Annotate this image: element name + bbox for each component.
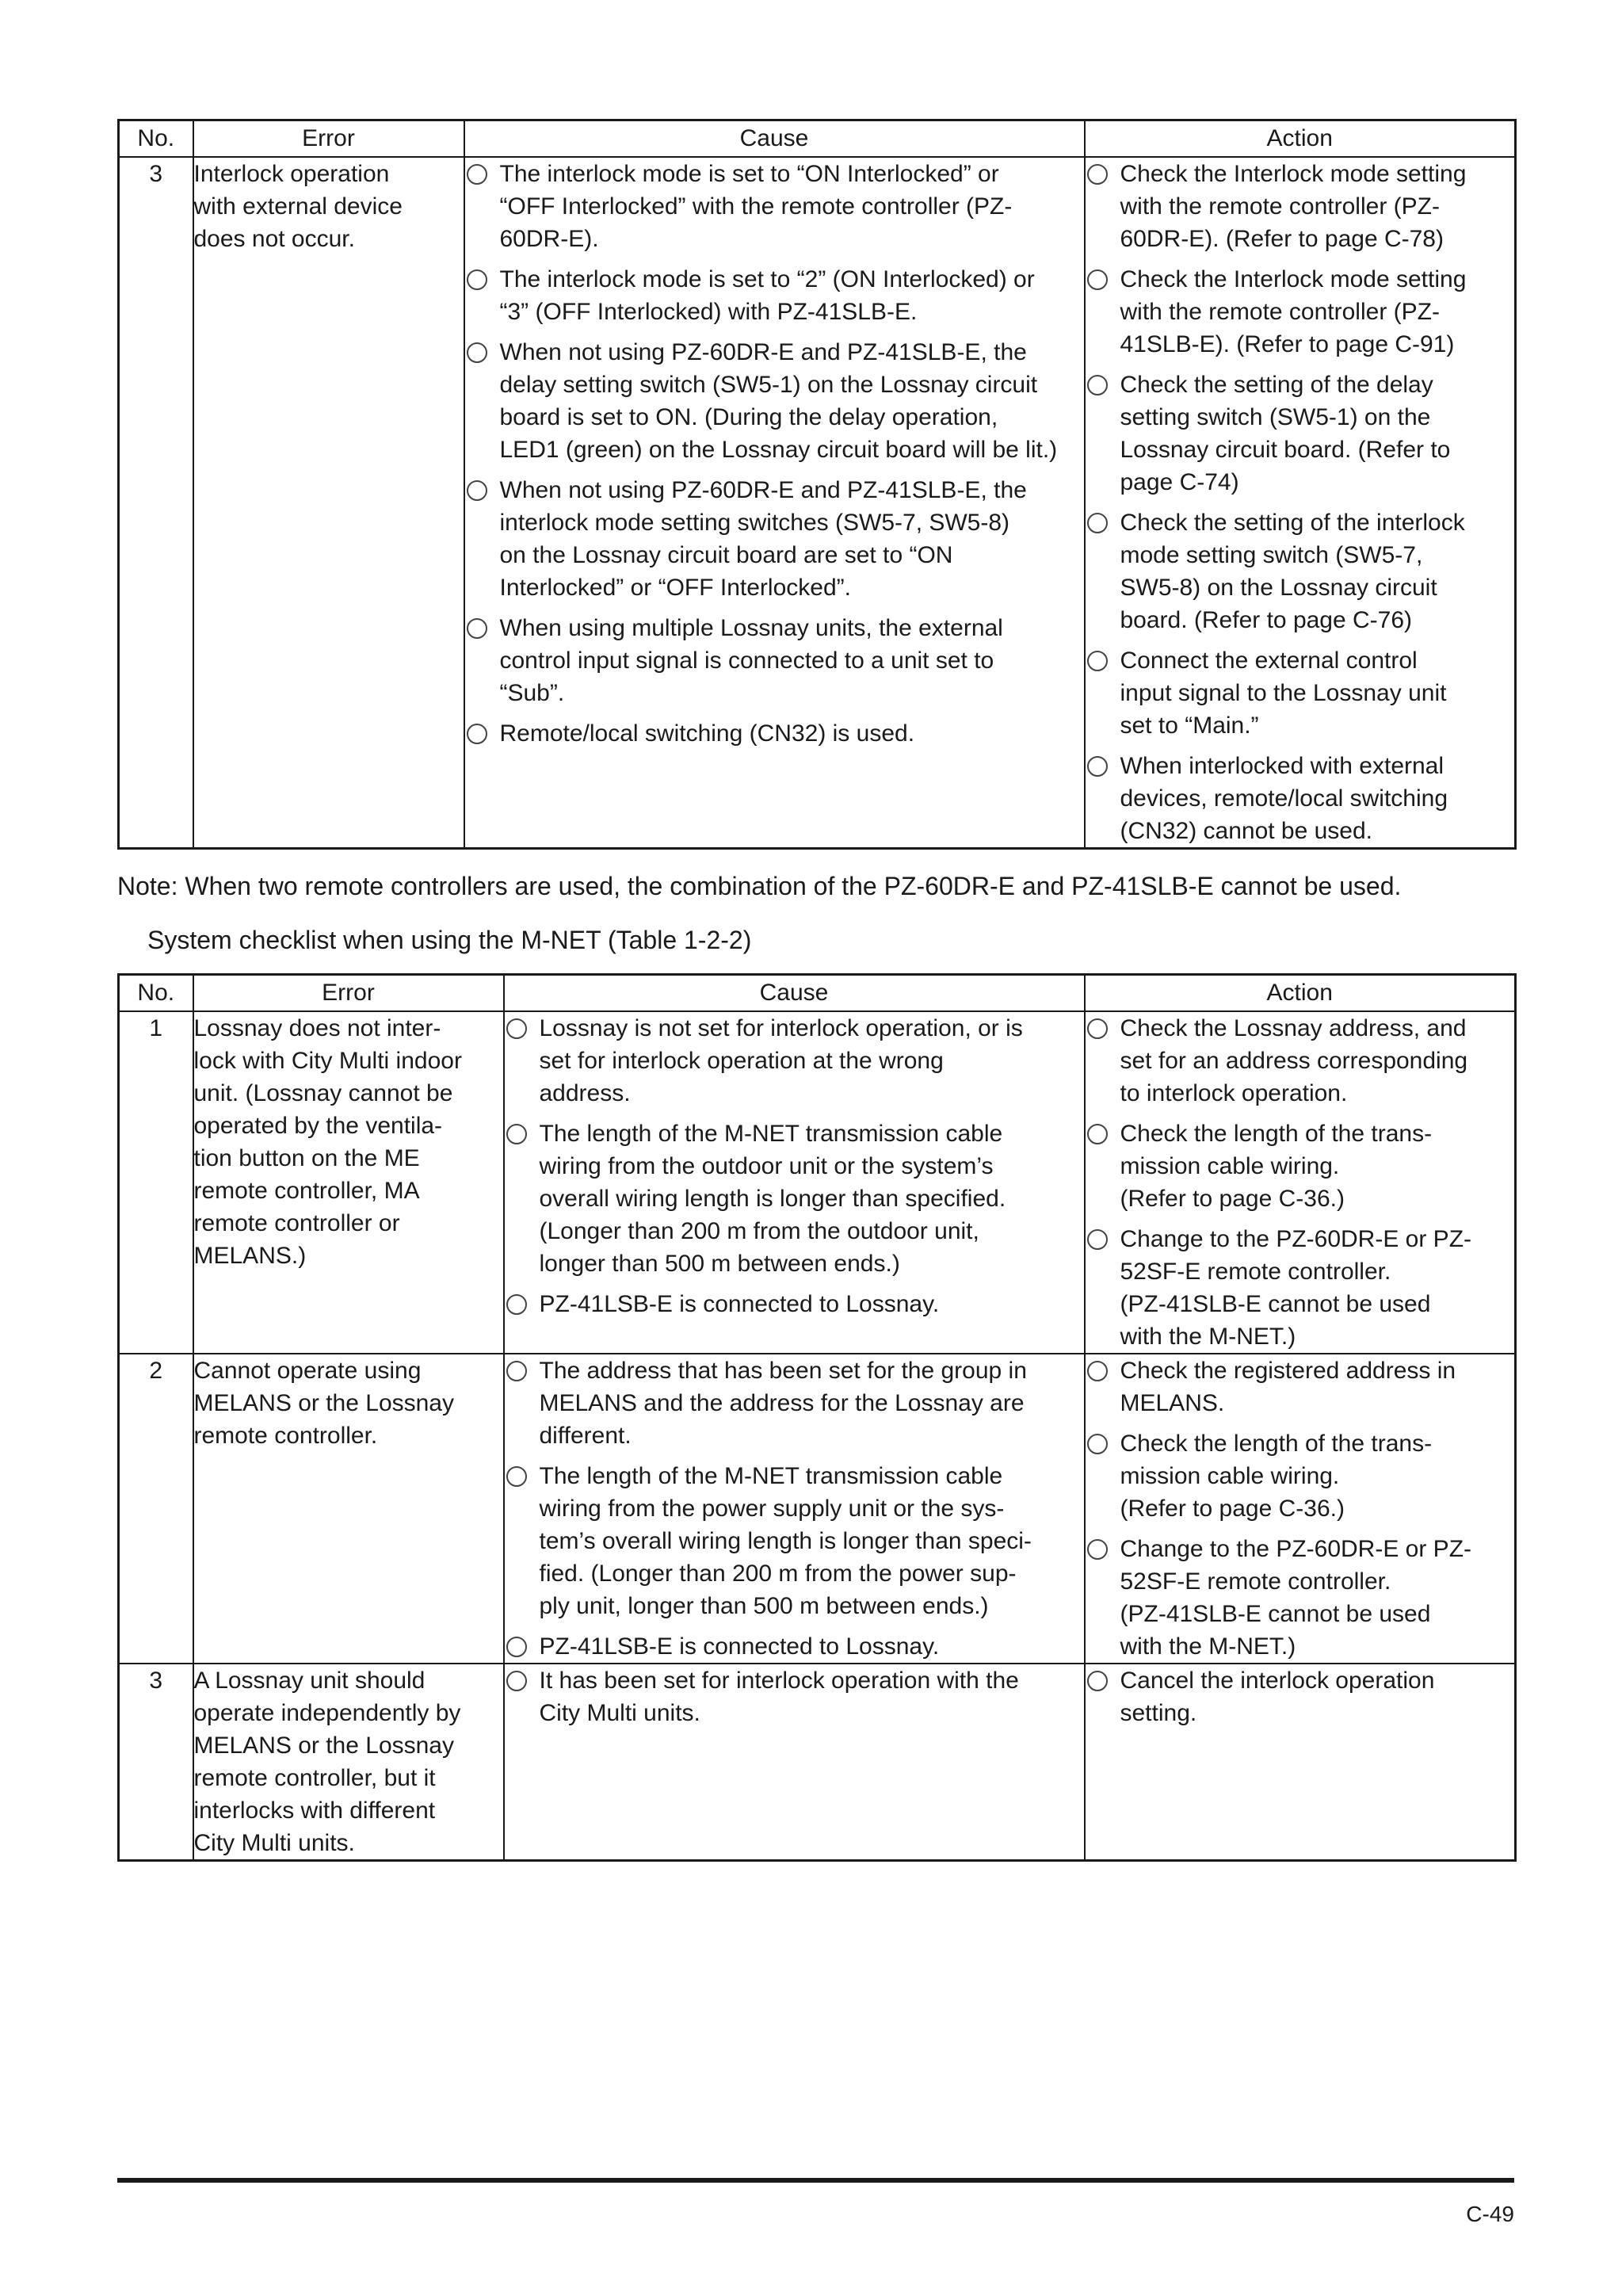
header-error: Error <box>193 120 464 158</box>
action-item <box>1086 1012 1515 1110</box>
table-body <box>119 1011 1516 1861</box>
section-title: System checklist when using the M-NET (Table 1-2-2) <box>147 926 752 954</box>
row-number: 1 <box>119 1011 193 1354</box>
error-text: A Lossnay unit should operate independently by MELANS or the Lossnay remote controller, but it interlocks with different City Multi units. <box>193 1668 461 1856</box>
circle-bullet-icon <box>1087 651 1108 671</box>
circle-bullet-icon <box>1087 1229 1108 1250</box>
row-number: 3 <box>119 157 193 849</box>
cause-item <box>465 158 1084 255</box>
cause-cell <box>504 1664 1085 1861</box>
cause-cell <box>464 157 1085 849</box>
error-cell <box>193 1011 504 1354</box>
error-text: Interlock operation with external device does not occur. <box>193 161 403 252</box>
header-action: Action <box>1085 975 1516 1012</box>
action-text: Change to the PZ-60DR-E or PZ- 52SF-E remote controller. (PZ-41SLB-E cannot be used with the M-NET.) <box>1120 1226 1472 1350</box>
action-text: When interlocked with external devices, remote/local switching (CN32) cannot be used. <box>1120 753 1448 844</box>
action-item <box>1086 1664 1515 1729</box>
cause-text: It has been set for interlock operation with the City Multi units. <box>539 1668 1019 1726</box>
circle-bullet-icon <box>1087 1124 1108 1144</box>
action-text: Check the setting of the interlock mode setting switch (SW5-7, SW5-8) on the Lossnay circuit board. (Refer to page C-76) <box>1120 510 1465 633</box>
circle-bullet-icon <box>506 1361 527 1381</box>
cause-item <box>505 1288 1084 1320</box>
action-item <box>1086 1117 1515 1215</box>
cause-text: The interlock mode is set to “ON Interlocked” or “OFF Interlocked” with the remote controller (PZ- 60DR-E). <box>499 161 1013 252</box>
header-no: No. <box>119 120 193 158</box>
cause-text: PZ-41LSB-E is connected to Lossnay. <box>539 1291 940 1317</box>
action-text: Change to the PZ-60DR-E or PZ- 52SF-E remote controller. (PZ-41SLB-E cannot be used with the M-NET.) <box>1120 1536 1472 1660</box>
cause-text: The interlock mode is set to “2” (ON Interlocked) or “3” (OFF Interlocked) with PZ-41SLB-E. <box>499 266 1035 325</box>
row-number: 2 <box>119 1354 193 1664</box>
row-number: 3 <box>119 1664 193 1861</box>
circle-bullet-icon <box>1087 1539 1108 1560</box>
cause-text: The address that has been set for the group in MELANS and the address for the Lossnay are different. <box>539 1358 1027 1449</box>
table-external-interlock <box>117 119 1517 850</box>
cause-item <box>505 1012 1084 1110</box>
circle-bullet-icon <box>1087 269 1108 290</box>
table-row <box>119 1011 1516 1354</box>
action-text: Check the Interlock mode setting with the remote controller (PZ- 41SLB-E). (Refer to page C-91) <box>1120 266 1467 357</box>
header-cause: Cause <box>504 975 1085 1012</box>
header-error: Error <box>193 975 504 1012</box>
circle-bullet-icon <box>1087 513 1108 533</box>
circle-bullet-icon <box>1087 1018 1108 1039</box>
cause-item <box>465 336 1084 466</box>
header-action: Action <box>1085 120 1516 158</box>
cause-text: When not using PZ-60DR-E and PZ-41SLB-E, the interlock mode setting switches (SW5-7, SW5-8) on the Lossnay circuit board are set to “ON Interlocked” or “OFF Interlocked”. <box>499 477 1027 601</box>
error-cell <box>193 1354 504 1664</box>
circle-bullet-icon <box>467 618 487 639</box>
circle-bullet-icon <box>506 1124 527 1144</box>
circle-bullet-icon <box>1087 1671 1108 1691</box>
note-text: Note: When two remote controllers are used, the combination of the PZ-60DR-E and PZ-41SLB-E cannot be used. <box>117 872 1402 900</box>
cause-item <box>465 717 1084 750</box>
action-text: Check the length of the trans- mission cable wiring. (Refer to page C-36.) <box>1120 1431 1433 1522</box>
circle-bullet-icon <box>467 342 487 363</box>
cause-text: When not using PZ-60DR-E and PZ-41SLB-E, the delay setting switch (SW5-1) on the Lossnay circuit board is set to ON. (During the delay operation, LED1 (green) on the Lossnay circuit board will be lit.) <box>499 339 1058 463</box>
header-no: No. <box>119 975 193 1012</box>
circle-bullet-icon <box>467 164 487 185</box>
action-text: Connect the external control input signal to the Lossnay unit set to “Main.” <box>1120 648 1447 739</box>
table-row <box>119 1354 1516 1664</box>
table-header-row <box>119 120 1516 158</box>
action-item <box>1086 506 1515 636</box>
action-item <box>1086 750 1515 847</box>
header-cause: Cause <box>464 120 1085 158</box>
cause-item <box>465 474 1084 604</box>
cause-text: Lossnay is not set for interlock operation, or is set for interlock operation at the wrong address. <box>539 1015 1023 1106</box>
cause-item <box>505 1460 1084 1622</box>
circle-bullet-icon <box>1087 1361 1108 1381</box>
action-cell <box>1085 1664 1516 1861</box>
circle-bullet-icon <box>506 1466 527 1487</box>
cause-text: PZ-41LSB-E is connected to Lossnay. <box>539 1633 940 1660</box>
cause-item <box>465 263 1084 328</box>
action-text: Cancel the interlock operation setting. <box>1120 1668 1435 1726</box>
cause-item <box>465 612 1084 709</box>
action-item <box>1086 263 1515 361</box>
table-body <box>119 157 1516 849</box>
action-item <box>1086 1533 1515 1663</box>
table-mnet-checklist <box>117 973 1517 1862</box>
cause-item <box>505 1117 1084 1280</box>
table-row <box>119 1664 1516 1861</box>
table-header-row <box>119 975 1516 1012</box>
cause-cell <box>504 1354 1085 1664</box>
cause-item <box>505 1354 1084 1452</box>
cause-text: The length of the M-NET transmission cable wiring from the outdoor unit or the system’s overall wiring length is longer than specified. (Longer than 200 m from the outdoor unit, longer than 500 m between ends.) <box>539 1121 1006 1277</box>
action-item <box>1086 369 1515 499</box>
circle-bullet-icon <box>506 1018 527 1039</box>
circle-bullet-icon <box>1087 756 1108 777</box>
action-text: Check the setting of the delay setting switch (SW5-1) on the Lossnay circuit board. (Refer to page C-74) <box>1120 372 1451 495</box>
cause-text: The length of the M-NET transmission cable wiring from the power supply unit or the sys- tem’s overall wiring length is longer than speci- fied. (Longer than 200 m from the power sup- ply unit, longer than 500 m between ends.) <box>539 1463 1032 1619</box>
error-text: Lossnay does not inter- lock with City Multi indoor unit. (Lossnay cannot be operated by the ventila- tion button on the ME remote controller, MA remote controller or MELANS.) <box>193 1015 462 1269</box>
page-number: C-49 <box>1466 2202 1514 2226</box>
circle-bullet-icon <box>467 269 487 290</box>
cause-item <box>505 1630 1084 1663</box>
cause-item <box>505 1664 1084 1729</box>
cause-text: Remote/local switching (CN32) is used. <box>499 720 915 747</box>
action-text: Check the Interlock mode setting with the remote controller (PZ- 60DR-E). (Refer to page C-78) <box>1120 161 1467 252</box>
action-item <box>1086 158 1515 255</box>
circle-bullet-icon <box>1087 164 1108 185</box>
error-cell <box>193 157 464 849</box>
action-item <box>1086 1223 1515 1353</box>
action-text: Check the length of the trans- mission cable wiring. (Refer to page C-36.) <box>1120 1121 1433 1212</box>
action-text: Check the registered address in MELANS. <box>1120 1358 1456 1416</box>
cause-cell <box>504 1011 1085 1354</box>
action-cell <box>1085 1011 1516 1354</box>
circle-bullet-icon <box>506 1637 527 1657</box>
action-cell <box>1085 157 1516 849</box>
error-text: Cannot operate using MELANS or the Lossnay remote controller. <box>193 1358 454 1449</box>
circle-bullet-icon <box>467 724 487 744</box>
circle-bullet-icon <box>506 1294 527 1315</box>
cause-text: When using multiple Lossnay units, the external control input signal is connected to a unit set to “Sub”. <box>499 615 1003 706</box>
error-cell <box>193 1664 504 1861</box>
action-item <box>1086 644 1515 742</box>
circle-bullet-icon <box>506 1671 527 1691</box>
circle-bullet-icon <box>467 480 487 501</box>
circle-bullet-icon <box>1087 1434 1108 1454</box>
footer-divider <box>117 2178 1514 2183</box>
action-item <box>1086 1354 1515 1419</box>
action-cell <box>1085 1354 1516 1664</box>
action-item <box>1086 1427 1515 1525</box>
circle-bullet-icon <box>1087 375 1108 395</box>
table-row <box>119 157 1516 849</box>
action-text: Check the Lossnay address, and set for an address corresponding to interlock operation. <box>1120 1015 1468 1106</box>
